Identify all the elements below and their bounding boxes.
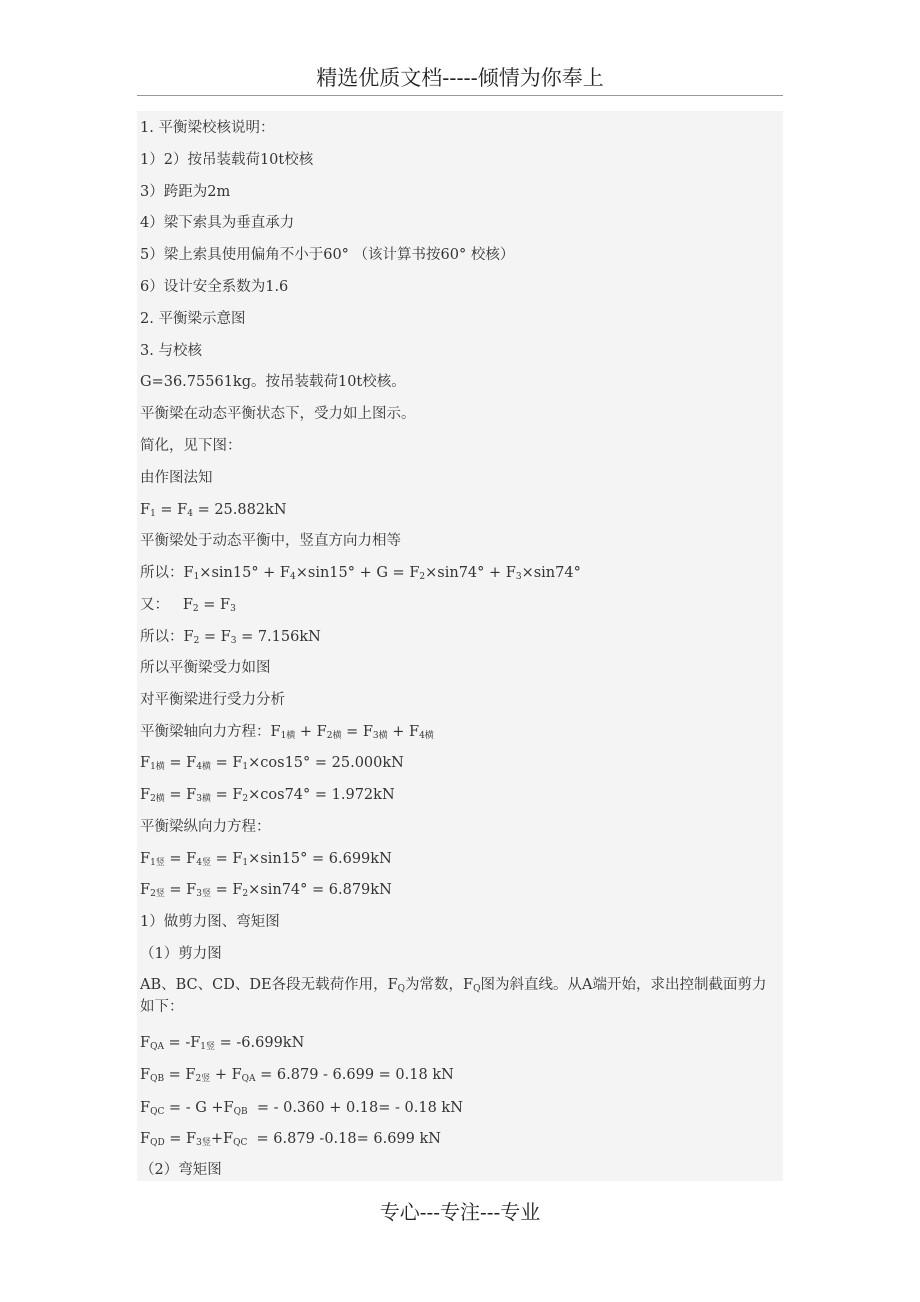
text-line: 所以平衡梁受力如图 bbox=[140, 660, 271, 676]
text-line: 6）设计安全系数为1.6 bbox=[140, 279, 289, 295]
text-line: （1）剪力图 bbox=[140, 946, 222, 962]
text-line: 1. 平衡梁校核说明： bbox=[140, 120, 275, 136]
text-line: 所以：$F_2 = F_3 = 7.156kN$ bbox=[140, 629, 321, 646]
text-line: $F_{QC}$ = - $G +F_{QB}$ = - 0.360 + 0.18= - 0.18 kN bbox=[140, 1100, 463, 1117]
text-line: 由作图法知 bbox=[140, 470, 213, 486]
text-line: G=36.75561kg。按吊装载荷10t校核。 bbox=[140, 374, 406, 390]
text-line: 又： $F_2 = F_3$ bbox=[140, 597, 236, 614]
text-line: 对平衡梁进行受力分析 bbox=[140, 692, 285, 708]
text-line: （2）弯矩图 bbox=[140, 1162, 222, 1178]
text-line: 2. 平衡梁示意图 bbox=[140, 311, 246, 327]
text-line: $F_{1竖} = F_{4竖} = F_1\times\sin 15^\circ = 6.699kN$ bbox=[140, 851, 392, 868]
text-line: 所以：$F_1\times\sin 15^\circ + F_4\times\sin 15^\circ + G = F_2\times\sin 74^\circ + F_3\times\sin 74^\circ$ bbox=[140, 565, 581, 582]
text-line: 4）梁下索具为垂直承力 bbox=[140, 215, 295, 231]
text-line: $F_{QA} = -F_{1竖} = -6.699kN$ bbox=[140, 1035, 305, 1052]
page-footer-text: 专心---专注---专业 bbox=[379, 1200, 541, 1224]
text-line: AB、BC、CD、DE各段无载荷作用，$F_Q$为常数，$F_Q$图为斜直线。从A端开始，求出控制截面剪力如下： bbox=[140, 977, 767, 1015]
text-line: $F_{1横} = F_{4横} = F_1\times\cos 15^\circ = 25.000kN$ bbox=[140, 755, 404, 772]
text-line: 1）做剪力图、弯矩图 bbox=[140, 914, 280, 930]
text-line: 1）2）按吊装载荷10t校核 bbox=[140, 152, 314, 168]
text-line: 简化，见下图： bbox=[140, 438, 242, 454]
text-line: 3. 与校核 bbox=[140, 343, 202, 359]
text-line: 平衡梁轴向力方程：$F_{1横} + F_{2横} = F_{3横} + F_{4横}$ bbox=[140, 724, 434, 741]
text-line: $F_{2竖} = F_{3竖} = F_2\times\sin 74^\circ = 6.879kN$ bbox=[140, 882, 392, 899]
text-line: $F_{QD} = F_{3竖}+F_{QC} = 6.879$ -0.18= 6.699 kN bbox=[140, 1131, 441, 1148]
text-line: 5）梁上索具使用偏角不小于60° （该计算书按60° 校核） bbox=[140, 247, 515, 263]
page-header-title: 精选优质文档-----倾情为你奉上 bbox=[316, 66, 604, 90]
text-line: 平衡梁纵向力方程： bbox=[140, 819, 271, 835]
text-line: 平衡梁在动态平衡状态下，受力如上图示。 bbox=[140, 406, 416, 422]
text-line: 平衡梁处于动态平衡中，竖直方向力相等 bbox=[140, 533, 401, 549]
text-line: 3）跨距为2m bbox=[140, 184, 231, 200]
header-divider bbox=[137, 95, 783, 96]
text-line: $F_{QB} = F_{2竖} + F_{QA} = 6.879 - 6.699 = 0.18$ kN bbox=[140, 1067, 454, 1084]
text-line: $F_{2横} = F_{3横} = F_2\times\cos 74^\circ = 1.972kN$ bbox=[140, 787, 395, 804]
text-line: $F_1 = F_4 = 25.882kN$ bbox=[140, 502, 287, 519]
